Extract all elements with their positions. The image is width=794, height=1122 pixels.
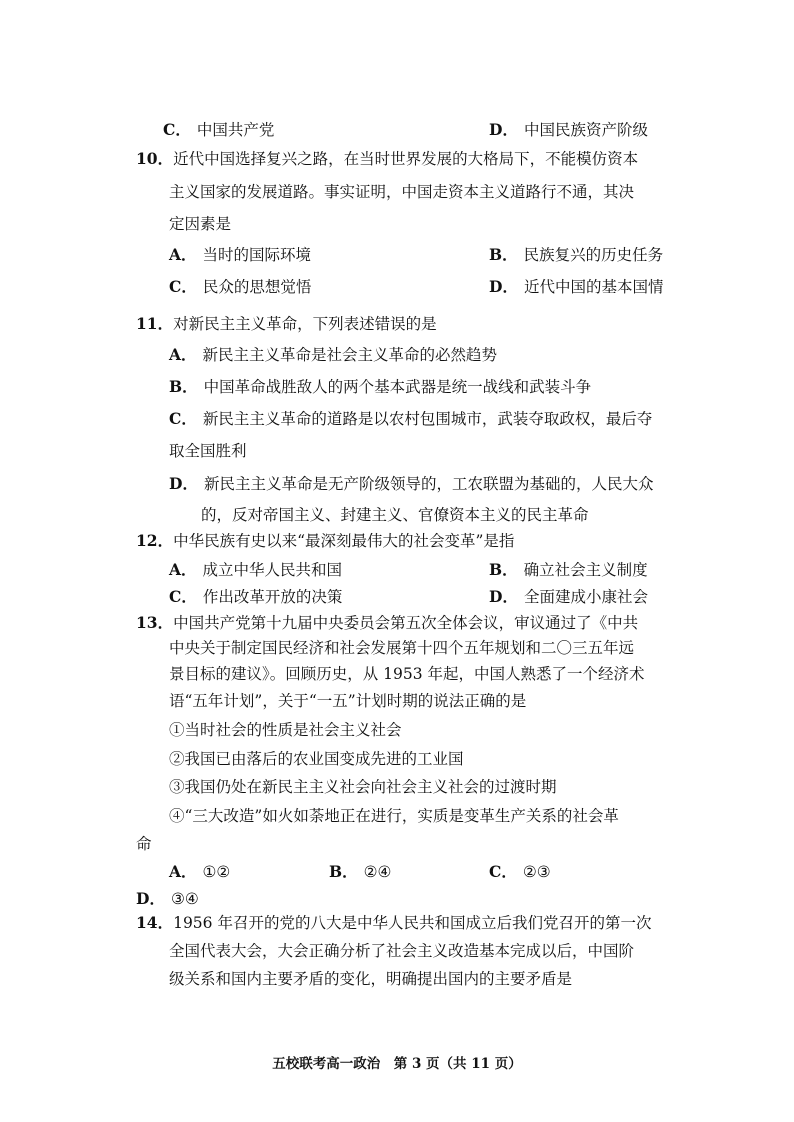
option-text: 新民主主义革命是无产阶级领导的，工农联盟为基础的，人民大众	[203, 475, 654, 493]
option-text: 新民主主义革命的道路是以农村包围城市，武装夺取政权，最后夺	[202, 410, 653, 428]
q14-stem-line-3: 级关系和国内主要矛盾的变化，明确提出国内的主要矛盾是	[169, 970, 573, 988]
option-text: ①②	[202, 863, 231, 881]
option-label: D．	[489, 587, 518, 606]
q13-statement-4: ④“三大改造”如火如荼地正在进行，实质是变革生产关系的社会革	[169, 807, 619, 825]
option-label: B．	[489, 560, 518, 579]
question-number: 11．	[136, 314, 174, 333]
q13-statement-1: ①当时社会的性质是社会主义社会	[169, 721, 402, 739]
q10-stem-line-2: 主义国家的发展道路。事实证明，中国走资本主义道路行不通，其决	[169, 183, 635, 201]
option-label: C．	[169, 587, 197, 606]
option-text: ②④	[363, 863, 392, 881]
option-text: 民众的思想觉悟	[202, 278, 312, 296]
q11-stem	[136, 314, 437, 334]
q13-option-a	[169, 862, 230, 882]
q13-stem-line-3: 景目标的建议》。回顾历史，从 1953 年起，中国人熟悉了一个经济术	[169, 665, 645, 683]
q9-option-c	[163, 120, 274, 140]
option-label: C．	[169, 409, 197, 428]
question-number: 12．	[136, 531, 174, 550]
q11-option-d-continued: 的，反对帝国主义、封建主义、官僚资本主义的民主革命	[201, 506, 589, 524]
q9-option-d	[489, 120, 648, 140]
option-text: 中国民族资产阶级	[523, 121, 648, 139]
q13-stem-line-1	[136, 613, 638, 633]
q10-option-c	[169, 277, 311, 297]
q10-option-d	[489, 277, 663, 297]
q11-option-c	[169, 409, 652, 429]
option-label: A．	[169, 345, 197, 364]
option-label: B．	[329, 862, 358, 881]
q12-option-b	[489, 560, 648, 580]
q13-option-d	[136, 889, 199, 909]
q13-stem-line-4: 语“五年计划”，关于“一五”计划时期的说法正确的是	[169, 692, 527, 710]
q12-option-c	[169, 587, 342, 607]
option-label: D．	[489, 277, 518, 296]
option-text: ②③	[522, 863, 551, 881]
q10-stem-line-3: 定因素是	[169, 215, 232, 233]
option-label: A．	[169, 245, 197, 264]
option-text: 全面建成小康社会	[523, 588, 648, 606]
q13-statement-4-continued: 命	[136, 835, 152, 853]
option-label: D．	[489, 120, 518, 139]
q11-option-a	[169, 345, 497, 365]
option-text: 成立中华人民共和国	[202, 561, 343, 579]
q14-stem-line-2: 全国代表大会，大会正确分析了社会主义改造基本完成以后，中国阶	[169, 942, 635, 960]
option-label: C．	[489, 862, 517, 881]
question-text: 中国共产党第十九届中央委员会第五次全体会议，审议通过了《中共	[173, 614, 639, 632]
question-number: 14．	[136, 913, 174, 932]
question-number: 13．	[136, 613, 174, 632]
q10-option-a	[169, 245, 311, 265]
q13-stem-line-2: 中央关于制定国民经济和社会发展第十四个五年规划和二〇三五年远	[169, 639, 635, 657]
q11-option-c-continued: 取全国胜利	[169, 442, 247, 460]
option-label: C．	[169, 277, 197, 296]
page-footer: 五校联考高一政治 第 3 页（共 11 页）	[272, 1056, 522, 1072]
option-text: 民族复兴的历史任务	[523, 246, 664, 264]
option-label: B．	[489, 245, 518, 264]
option-label: A．	[169, 560, 197, 579]
option-text: 新民主主义革命是社会主义革命的必然趋势	[202, 346, 498, 364]
q12-stem	[136, 531, 514, 551]
question-text: 1956 年召开的党的八大是中华人民共和国成立后我们党召开的第一次	[173, 914, 652, 932]
q13-option-b	[329, 862, 391, 882]
q12-option-d	[489, 587, 648, 607]
q11-option-d	[169, 474, 653, 494]
option-text: 中国革命战胜敌人的两个基本武器是统一战线和武装斗争	[203, 378, 592, 396]
option-label: D．	[169, 474, 198, 493]
option-text: 当时的国际环境	[202, 246, 312, 264]
question-number: 10．	[136, 149, 174, 168]
q10-stem-line-1	[136, 149, 638, 169]
option-text: 作出改革开放的决策	[202, 588, 343, 606]
option-label: A．	[169, 862, 197, 881]
option-text: ③④	[170, 890, 199, 908]
q13-statement-3: ③我国仍处在新民主主义社会向社会主义社会的过渡时期	[169, 778, 557, 796]
q13-option-c	[489, 862, 551, 882]
option-label: B．	[169, 377, 198, 396]
option-label: C．	[163, 120, 191, 139]
q10-option-b	[489, 245, 663, 265]
question-text: 近代中国选择复兴之路，在当时世界发展的大格局下，不能模仿资本	[173, 150, 639, 168]
q11-option-b	[169, 377, 591, 397]
option-text: 确立社会主义制度	[523, 561, 648, 579]
q14-stem-line-1	[136, 913, 651, 933]
q13-statement-2: ②我国已由落后的农业国变成先进的工业国	[169, 750, 464, 768]
option-text: 近代中国的基本国情	[523, 278, 664, 296]
question-text: 对新民主主义革命，下列表述错误的是	[173, 315, 437, 333]
option-text: 中国共产党	[196, 121, 275, 139]
option-label: D．	[136, 889, 165, 908]
question-text: 中华民族有史以来“最深刻最伟大的社会变革”是指	[173, 532, 515, 550]
q12-option-a	[169, 560, 342, 580]
